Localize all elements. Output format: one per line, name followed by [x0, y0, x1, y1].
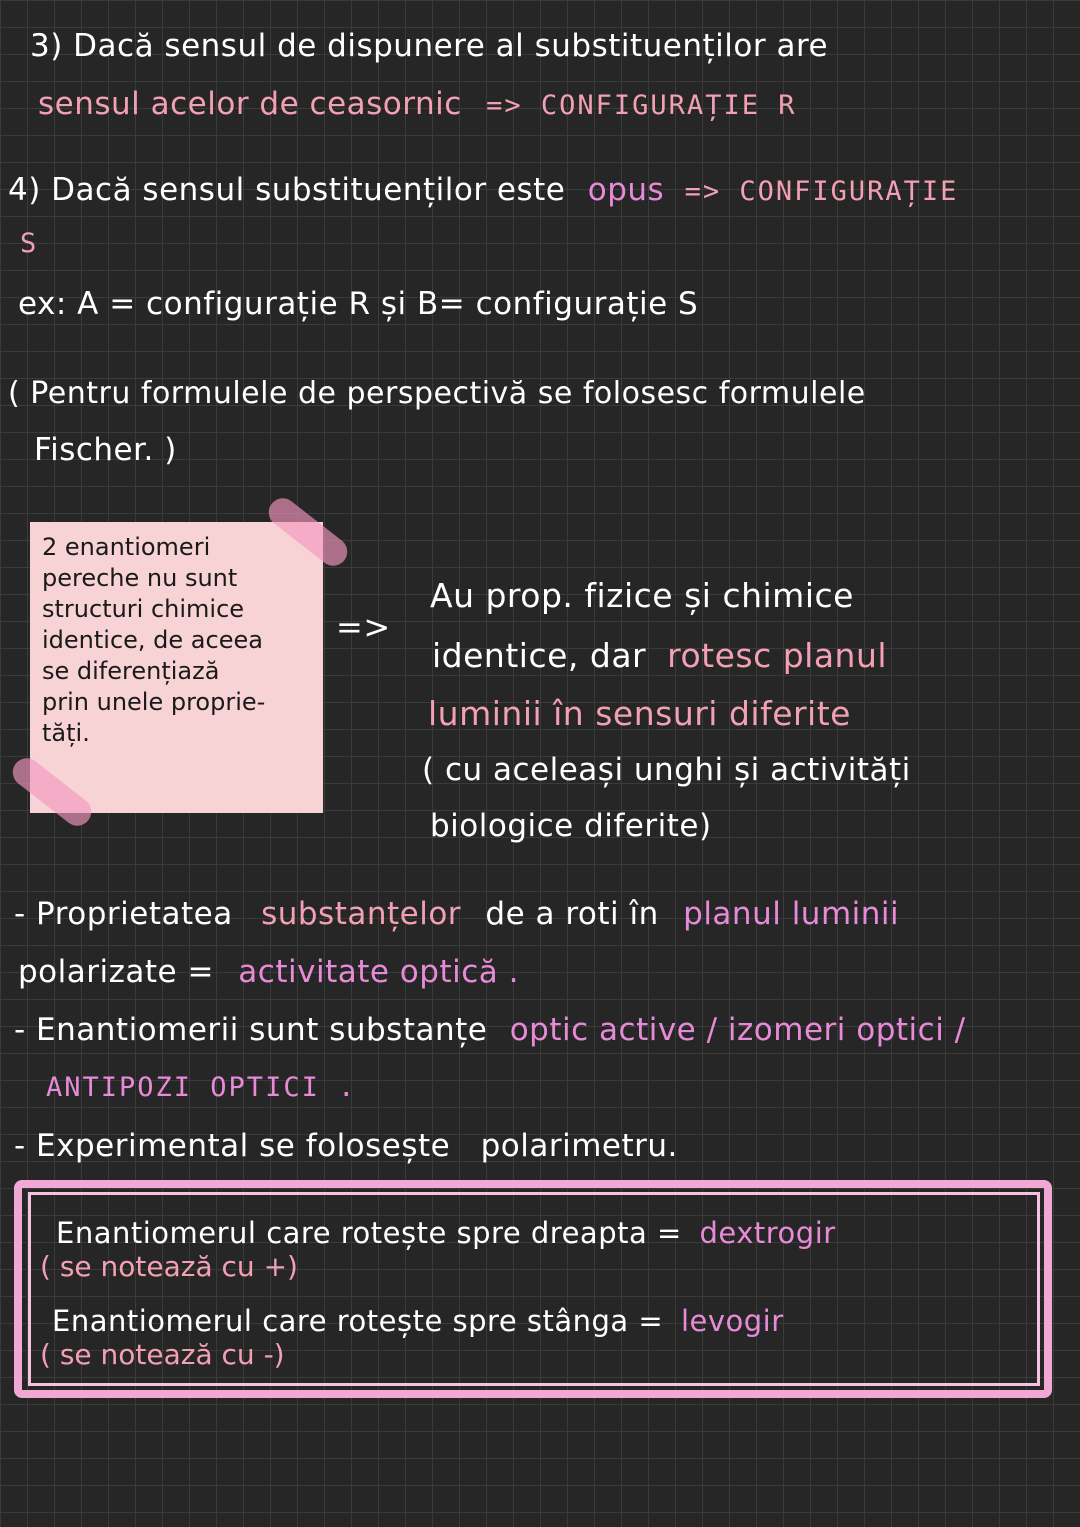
fischer-note-line-1: ( Pentru formulele de perspectivă se folosesc formulele: [8, 376, 866, 411]
bullet-3-polarimeter: polarimetru.: [480, 1128, 678, 1164]
rule-4-line-1: [8, 172, 958, 208]
rule-3-configuration-r: => CONFIGURAȚIE R: [486, 90, 797, 121]
properties-line-2: [432, 636, 887, 675]
rule-3-text: 3) Dacă sensul de dispunere al substituenților are: [30, 28, 829, 64]
properties-rotate-plane: rotesc planul: [667, 636, 888, 675]
bullet-1-line-2: [18, 954, 519, 990]
example-line: ex: A = configurație R și B= configurație S: [18, 286, 699, 322]
rule-4-configuration: => CONFIGURAȚIE: [684, 176, 959, 207]
properties-line-3: luminii în sensuri diferite: [428, 694, 851, 733]
bullet-1-substances: substanțelor: [261, 896, 462, 932]
bullet-1-polarized: polarizate =: [18, 954, 214, 990]
rule-3-line-2: [38, 86, 796, 122]
bullet-1-optical-activity: activitate optică .: [238, 954, 519, 990]
dextrogyre-text: Enantiomerul care rotește spre dreapta =: [56, 1216, 682, 1250]
bullet-1-rotate: de a roti în: [485, 896, 659, 932]
sticky-note-text: 2 enantiomeri pereche nu sunt structuri chimice identice, de aceea se diferențiază prin unele proprie- tăți.: [42, 533, 266, 747]
bullet-3-line: [14, 1128, 678, 1164]
bullet-2-antipodes: ANTIPOZI OPTICI .: [46, 1072, 357, 1103]
bullet-1-property: - Proprietatea: [14, 896, 233, 932]
properties-line-1: Au prop. fizice și chimice: [430, 576, 854, 615]
dextrogyre-line: [56, 1216, 836, 1250]
levogyre-term: levogir: [680, 1304, 784, 1338]
rule-3-clockwise: sensul acelor de ceasornic: [38, 86, 462, 122]
rule-4-configuration-s: S: [20, 228, 39, 259]
properties-line-5: biologice diferite): [430, 808, 712, 844]
levogyre-note: ( se notează cu -): [40, 1338, 285, 1371]
bullet-2-line-1: [14, 1012, 966, 1048]
bullet-2-optically-active: optic active / izomeri optici /: [509, 1012, 966, 1048]
implies-arrow: =>: [336, 608, 391, 646]
properties-identical: identice, dar: [432, 636, 647, 675]
levogyre-line: [52, 1304, 784, 1338]
bullet-1-line-1: [14, 896, 899, 932]
fischer-note-line-2: Fischer. ): [34, 432, 177, 468]
rule-4-opposite: opus: [587, 172, 665, 208]
sticky-note: [30, 522, 323, 813]
dextrogyre-term: dextrogir: [699, 1216, 836, 1250]
levogyre-text: Enantiomerul care rotește spre stânga =: [52, 1304, 664, 1338]
properties-line-4: ( cu aceleași unghi și activități: [422, 752, 911, 788]
bullet-2-enantiomers: - Enantiomerii sunt substanțe: [14, 1012, 488, 1048]
bullet-3-experimental: - Experimental se folosește: [14, 1128, 451, 1164]
rule-3-line-1: [30, 28, 828, 64]
bullet-1-light-plane: planul luminii: [683, 896, 900, 932]
dextrogyre-note: ( se notează cu +): [40, 1250, 298, 1283]
rule-4-text: 4) Dacă sensul substituenților este: [8, 172, 566, 208]
